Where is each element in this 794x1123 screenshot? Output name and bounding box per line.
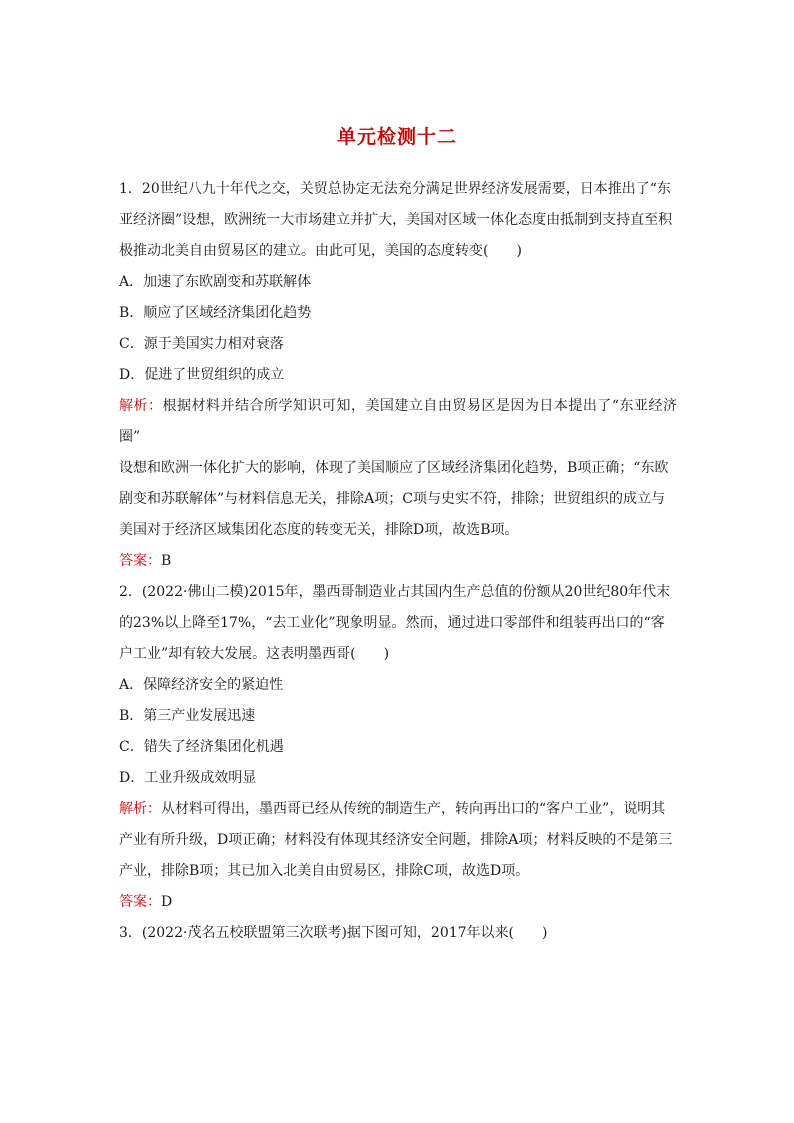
question-2	[119, 577, 677, 918]
question-1-option-b: B．顺应了区域经济集团化趋势	[119, 305, 312, 321]
question-1-answer-value: B	[161, 553, 172, 569]
question-3	[119, 918, 677, 949]
question-1-stem-line-2: 亚经济圈”设想，欧洲统一大市场建立并扩大，美国对区域一体化态度由抵制到支持直至积	[119, 212, 673, 228]
analysis-label: 解析：	[119, 801, 161, 817]
question-2-stem-line-1: 2．(2022·佛山二模)2015年，墨西哥制造业占其国内生产总值的份额从20世纪80年代末	[119, 584, 671, 600]
question-2-option-b: B．第三产业发展迅速	[119, 708, 256, 724]
question-1-option-a: A．加速了东欧剧变和苏联解体	[119, 274, 312, 290]
question-1-analysis-line-4: 美国对于经济区域集团化态度的转变无关，排除D项，故选B项。	[119, 522, 519, 538]
analysis-label: 解析：	[119, 398, 163, 414]
question-2-analysis-line-3: 产业，排除B项；其已加入北美自由贸易区，排除C项，故选D项。	[119, 863, 530, 879]
question-2-analysis-line-1	[119, 794, 677, 825]
question-1-analysis-line-1	[119, 391, 677, 453]
question-1	[119, 174, 677, 577]
question-1-option-d: D．促进了世贸组织的成立	[119, 367, 285, 383]
question-2-stem-line-3: 户工业”却有较大发展。这表明墨西哥( )	[119, 646, 390, 662]
question-2-stem-line-2: 的23%以上降至17%，“去工业化”现象明显。然而，通过进口零部件和组装再出口的“客	[119, 615, 665, 631]
question-3-stem-line-1: 3．(2022·茂名五校联盟第三次联考)据下图可知，2017年以来( )	[119, 925, 548, 941]
question-1-answer	[119, 546, 677, 577]
question-2-option-a: A．保障经济安全的紧迫性	[119, 677, 284, 693]
document-body	[119, 174, 677, 949]
question-1-analysis-line-2: 设想和欧洲一体化扩大的影响，体现了美国顺应了区域经济集团化趋势，B项正确；“东欧	[119, 460, 669, 476]
page-title: 单元检测十二	[336, 126, 457, 148]
question-2-option-d: D．工业升级成效明显	[119, 770, 257, 786]
question-2-option-c: C．错失了经济集团化机遇	[119, 739, 284, 755]
question-1-analysis-line-3: 剧变和苏联解体”与材料信息无关，排除A项；C项与史实不符，排除；世贸组织的成立与	[119, 491, 665, 507]
question-1-option-c: C．源于美国实力相对衰落	[119, 336, 284, 352]
answer-label: 答案：	[119, 553, 161, 569]
question-2-analysis-text: 从材料可得出，墨西哥已经从传统的制造生产，转向再出口的“客户工业”，说明其	[161, 801, 666, 817]
question-1-stem-line-1: 1．20世纪八九十年代之交，关贸总协定无法充分满足世界经济发展需要，日本推出了“东	[119, 181, 671, 197]
question-2-answer	[119, 887, 677, 918]
answer-label: 答案：	[119, 894, 161, 910]
question-1-stem-line-3: 极推动北美自由贸易区的建立。由此可见，美国的态度转变( )	[119, 243, 522, 259]
question-1-analysis-text: 根据材料并结合所学知识可知，美国建立自由贸易区是因为日本提出了“东亚经济圈”	[119, 398, 678, 445]
question-2-analysis-line-2: 产业有所升级，D项正确；材料没有体现其经济安全问题，排除A项；材料反映的不是第三	[119, 832, 673, 848]
question-2-answer-value: D	[161, 894, 173, 910]
